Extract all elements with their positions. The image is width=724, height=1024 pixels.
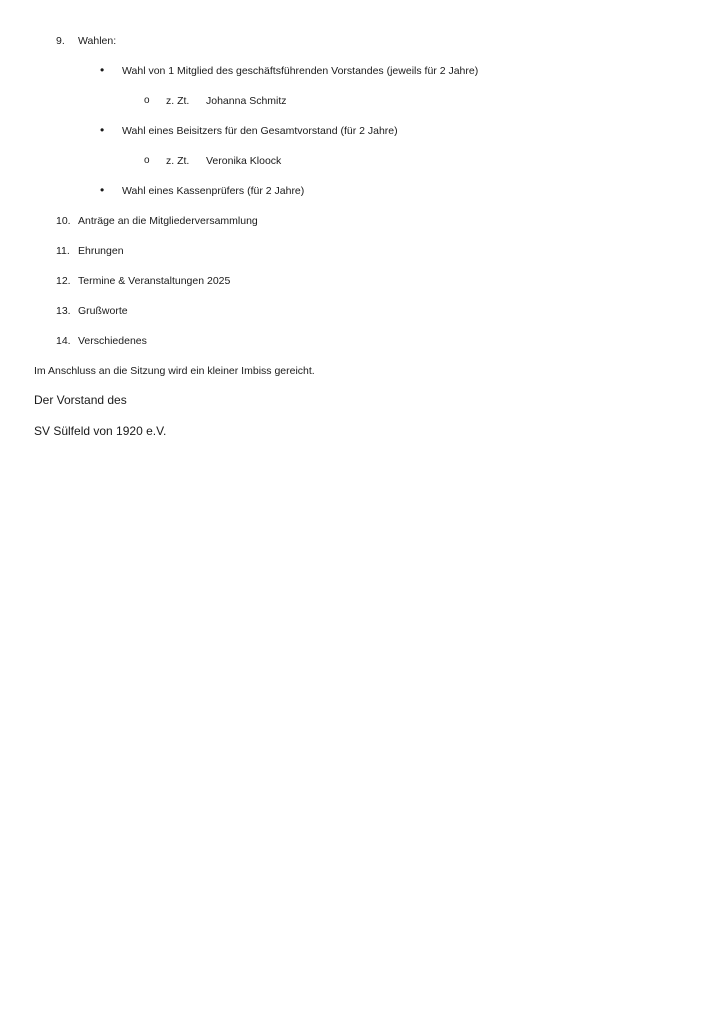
signature-line-2: SV Sülfeld von 1920 e.V.: [34, 424, 167, 438]
agenda-item-label: Grußworte: [78, 305, 128, 317]
agenda-item-label: Ehrungen: [78, 245, 124, 257]
bullet-text: Wahl von 1 Mitglied des geschäftsführenden Vorstandes (jeweils für 2 Jahre): [122, 65, 479, 77]
agenda-item-number: 14.: [56, 335, 71, 347]
closing-note: Im Anschluss an die Sitzung wird ein kleiner Imbiss gereicht.: [34, 365, 315, 377]
agenda-item-label: Verschiedenes: [78, 335, 147, 347]
bullet-text: Wahl eines Kassenprüfers (für 2 Jahre): [122, 185, 305, 197]
sub-bullet-name: Johanna Schmitz: [206, 95, 287, 107]
sub-bullet-name: Veronika Kloock: [206, 155, 282, 167]
bullet-text: Wahl eines Beisitzers für den Gesamtvorstand (für 2 Jahre): [122, 125, 398, 137]
agenda-item-number: 9.: [56, 35, 65, 47]
sub-bullet-marker: o: [144, 155, 150, 166]
bullet-marker: •: [100, 183, 105, 197]
agenda-item-number: 13.: [56, 305, 71, 317]
agenda-item-label: Wahlen:: [78, 35, 117, 47]
agenda-item-number: 10.: [56, 215, 71, 227]
bullet-marker: •: [100, 123, 105, 137]
sub-bullet-marker: o: [144, 95, 150, 106]
agenda-item-label: Termine & Veranstaltungen 2025: [78, 275, 231, 287]
agenda-item-label: Anträge an die Mitgliederversammlung: [78, 215, 258, 227]
agenda-item-number: 12.: [56, 275, 71, 287]
bullet-marker: •: [100, 63, 105, 77]
sub-bullet-prefix: z. Zt.: [166, 155, 190, 167]
sub-bullet-prefix: z. Zt.: [166, 95, 190, 107]
signature-line-1: Der Vorstand des: [34, 393, 127, 407]
agenda-item-number: 11.: [56, 245, 70, 257]
